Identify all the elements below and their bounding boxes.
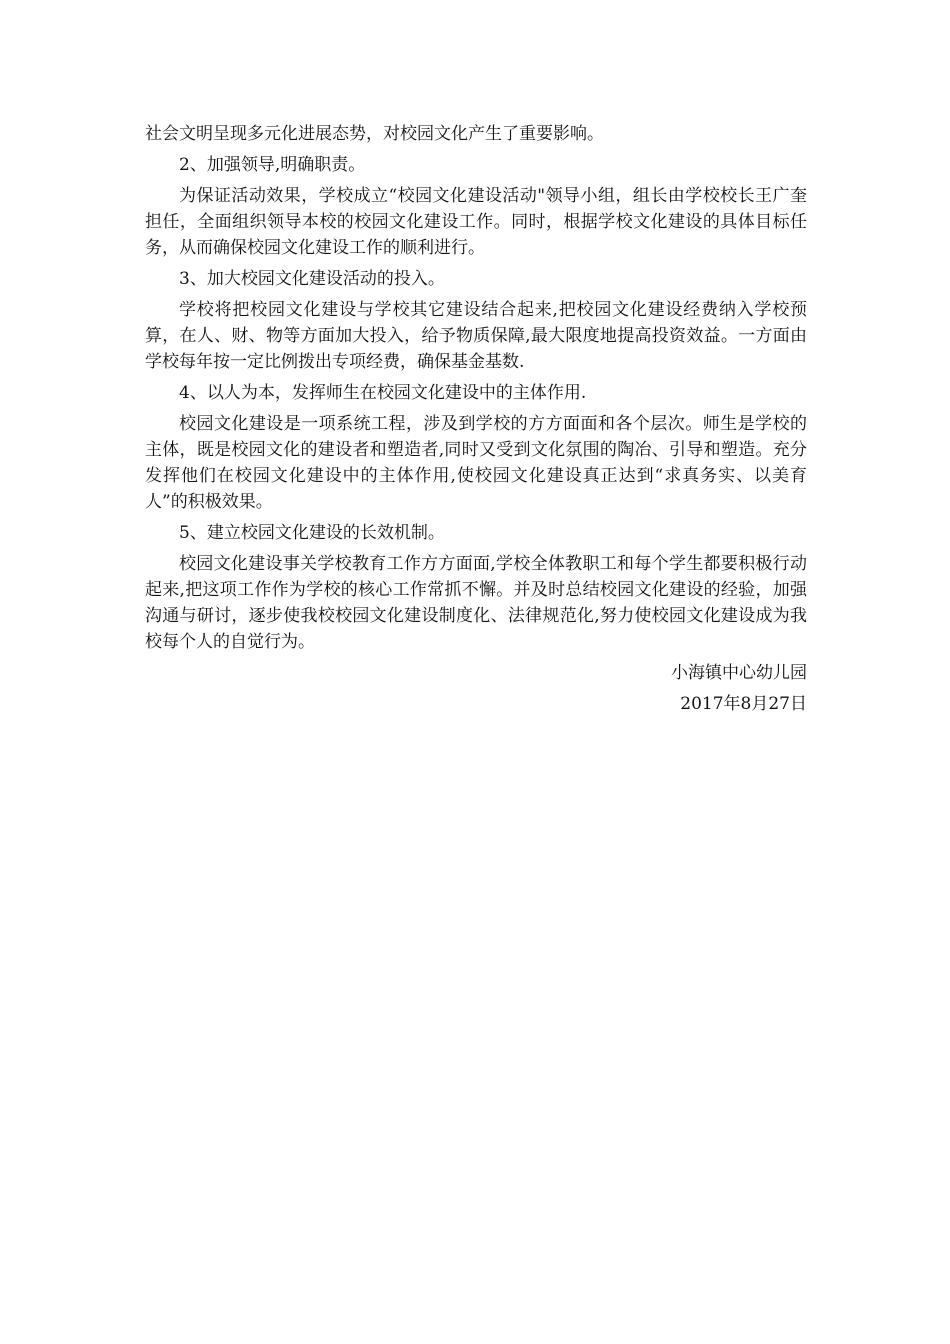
paragraph-people-oriented: 校园文化建设是一项系统工程，涉及到学校的方方面面和各个层次。师生是学校的主体，既是校园文化的建设者和塑造者,同时又受到文化氛围的陶冶、引导和塑造。充分发挥他们在校园文化建设中的主体作用,使校园文化建设真正达到“求真务实、以美育人”的积极效果。: [145, 414, 807, 512]
section-heading-3: 3、加大校园文化建设活动的投入。: [179, 269, 445, 289]
paragraph-long-term-mechanism: 校园文化建设事关学校教育工作方方面面,学校全体教职工和每个学生都要积极行动起来,把这项工作作为学校的核心工作常抓不懈。并及时总结校园文化建设的经验，加强沟通与研讨，逐步使我校校园文化建设制度化、法律规范化,努力使校园文化建设成为我校每个人的自觉行为。: [145, 554, 807, 652]
section-heading-5: 5、建立校园文化建设的长效机制。: [179, 523, 445, 543]
paragraph-continuation: 社会文明呈现多元化进展态势，对校园文化产生了重要影响。: [145, 124, 604, 144]
paragraph-investment: 学校将把校园文化建设与学校其它建设结合起来,把校园文化建设经费纳入学校预算，在人、财、物等方面加大投入，给予物质保障,最大限度地提高投资效益。一方面由学校每年按一定比例拨出专项经费，确保基金基数.: [145, 300, 807, 372]
signature-date: 2017年8月27日: [680, 694, 807, 714]
signature-organization: 小海镇中心幼儿园: [671, 663, 807, 683]
paragraph-leadership: 为保证活动效果，学校成立“校园文化建设活动"领导小组，组长由学校校长王广奎担任，全面组织领导本校的校园文化建设工作。同时，根据学校文化建设的具体目标任务，从而确保校园文化建设工作的顺利进行。: [145, 186, 807, 258]
section-heading-2: 2、加强领导,明确职责。: [179, 155, 366, 175]
section-heading-4: 4、以人为本，发挥师生在校园文化建设中的主体作用.: [179, 383, 587, 403]
document-body: [145, 121, 807, 722]
